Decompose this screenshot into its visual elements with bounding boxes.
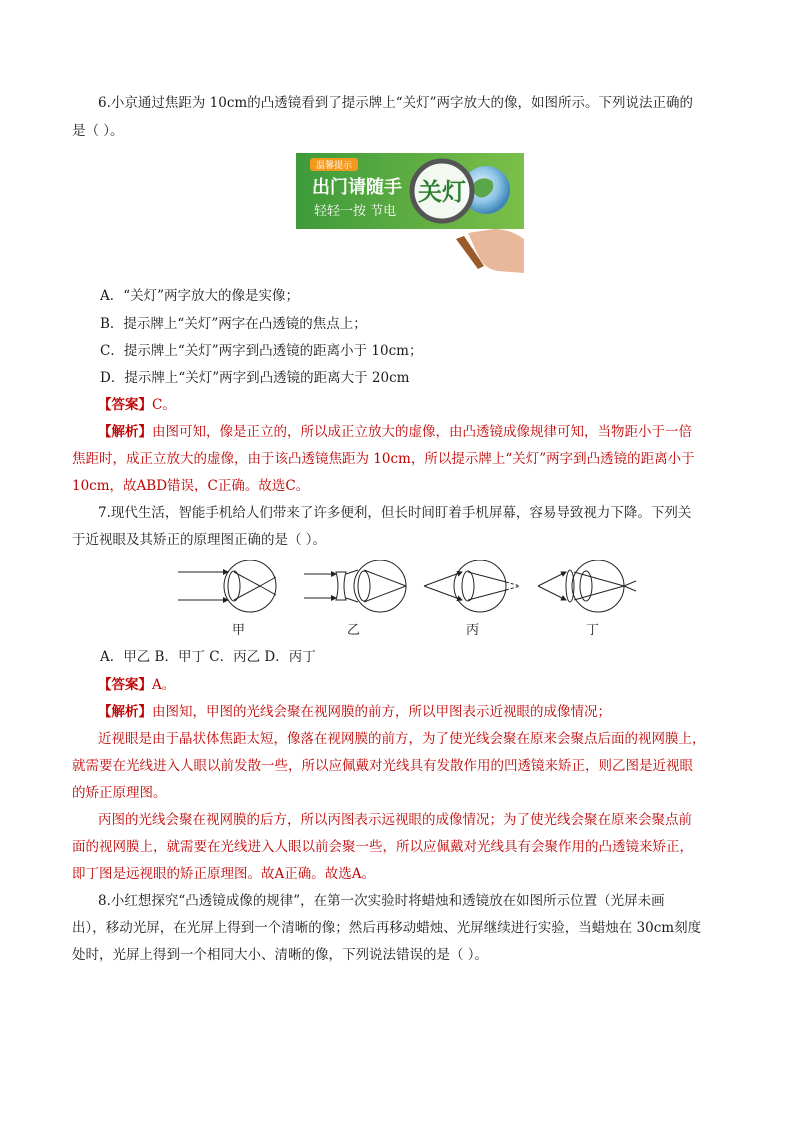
- q8-stem-line1: 8.小红想探究“凸透镜成像的规律”，在第一次实验时将蜡烛和透镜放在如图所示位置（光屏未画: [98, 893, 665, 909]
- q7-analysis-tag: 【解析】: [98, 704, 152, 720]
- q6-analysis-line2: 焦距时，成正立放大的虚像，由于该凸透镜焦距为 10cm，所以提示牌上“关灯”两字到凸透镜的距离小于: [72, 451, 695, 467]
- eye-diagram-jia: [178, 560, 276, 612]
- q6-answer-value: C。: [152, 397, 176, 413]
- q7-stem-line1: 7.现代生活，智能手机给人们带来了许多便利，但长时间盯着手机屏幕，容易导致视力下降。下列关: [98, 505, 692, 521]
- q7-analysis-line5: 丙图的光线会聚在视网膜的后方，所以丙图表示远视眼的成像情况；为了使光线会聚在原来会聚点前: [98, 812, 692, 828]
- q6-option-a: A．“关灯”两字放大的像是实像；: [100, 288, 300, 304]
- sign-badge-text: 温馨提示: [315, 161, 353, 171]
- q6-option-b: B．提示牌上“关灯”两字在凸透镜的焦点上；: [100, 316, 367, 332]
- q6-analysis-line1: [98, 423, 692, 441]
- convex-lens-icon: [566, 570, 574, 602]
- eye-label-bing: 丙: [466, 623, 480, 638]
- q7-analysis-line3: 就需要在光线进入人眼以前发散一些，所以应佩戴对光线具有发散作用的凹透镜来矫正，则乙图是近视眼: [72, 758, 693, 774]
- q7-answer-value: A。: [152, 677, 176, 693]
- sign-line2: 轻轻一按 节电: [314, 204, 397, 219]
- eye-diagram-ding: [538, 560, 636, 612]
- eye-label-yi: 乙: [347, 623, 361, 638]
- sign-line1: 出门请随手: [312, 177, 402, 198]
- q6-analysis-tag: 【解析】: [98, 424, 152, 440]
- q7-stem-line2: 于近视眼及其矫正的原理图正确的是（ ）。: [72, 532, 327, 548]
- q6-option-c: C．提示牌上“关灯”两字到凸透镜的距离小于 10cm；: [100, 343, 423, 359]
- q7-analysis-line4: 的矫正原理图。: [72, 785, 167, 801]
- q7-analysis-line6: 面的视网膜上，就需要在光线进入人眼以前会聚一些，所以应佩戴对光线具有会聚作用的凸透镜来矫正，: [72, 839, 693, 855]
- eye-label-ding: 丁: [586, 623, 600, 638]
- eye-label-jia: 甲: [232, 623, 246, 638]
- q6-option-d: D．提示牌上“关灯”两字到凸透镜的距离大于 20cm: [100, 370, 410, 386]
- eye-diagram-bing: [424, 560, 520, 612]
- q6-stem-line2: 是（ ）。: [72, 123, 124, 139]
- sign-magnified-text: 关灯: [418, 178, 466, 206]
- q7-eye-diagrams: [178, 560, 638, 638]
- q6-analysis-text1: 由图可知，像是正立的，所以成正立放大的虚像，由凸透镜成像规律可知，当物距小于一倍: [152, 424, 692, 440]
- q7-analysis-line1: [98, 703, 611, 721]
- q6-analysis-line3: 10cm，故ABD错误，C正确。故选C。: [72, 478, 310, 494]
- q6-answer: [98, 396, 176, 414]
- q7-analysis-text1: 由图知，甲图的光线会聚在视网膜的前方，所以甲图表示近视眼的成像情况；: [152, 704, 611, 720]
- eye-diagram-yi: [304, 560, 406, 612]
- concave-lens-icon: [336, 572, 346, 600]
- q7-analysis-line2: 近视眼是由于晶状体焦距太短，像落在视网膜的前方，为了使光线会聚在原来会聚点后面的视网膜上，: [98, 731, 706, 747]
- q8-stem-line2: 出），移动光屏，在光屏上得到一个清晰的像；然后再移动蜡烛、光屏继续进行实验，当蜡烛在 30cm刻度: [72, 920, 702, 936]
- q7-analysis-line7: 即丁图是远视眼的矫正原理图。故A正确。故选A。: [72, 866, 375, 882]
- q6-stem-line1: 6.小京通过焦距为 10cm的凸透镜看到了提示牌上“关灯”两字放大的像，如图所示。下列说法正确的: [98, 95, 694, 111]
- q7-answer-tag: 【答案】: [98, 677, 152, 693]
- q6-answer-tag: 【答案】: [98, 397, 152, 413]
- q7-options: A．甲乙 B．甲丁 C．丙乙 D．丙丁: [100, 649, 316, 665]
- q6-sign-magnifier-figure: [296, 153, 524, 273]
- q8-stem-line3: 处时，光屏上得到一个相同大小、清晰的像，下列说法错误的是（ ）。: [72, 947, 489, 963]
- q7-answer: [98, 676, 175, 694]
